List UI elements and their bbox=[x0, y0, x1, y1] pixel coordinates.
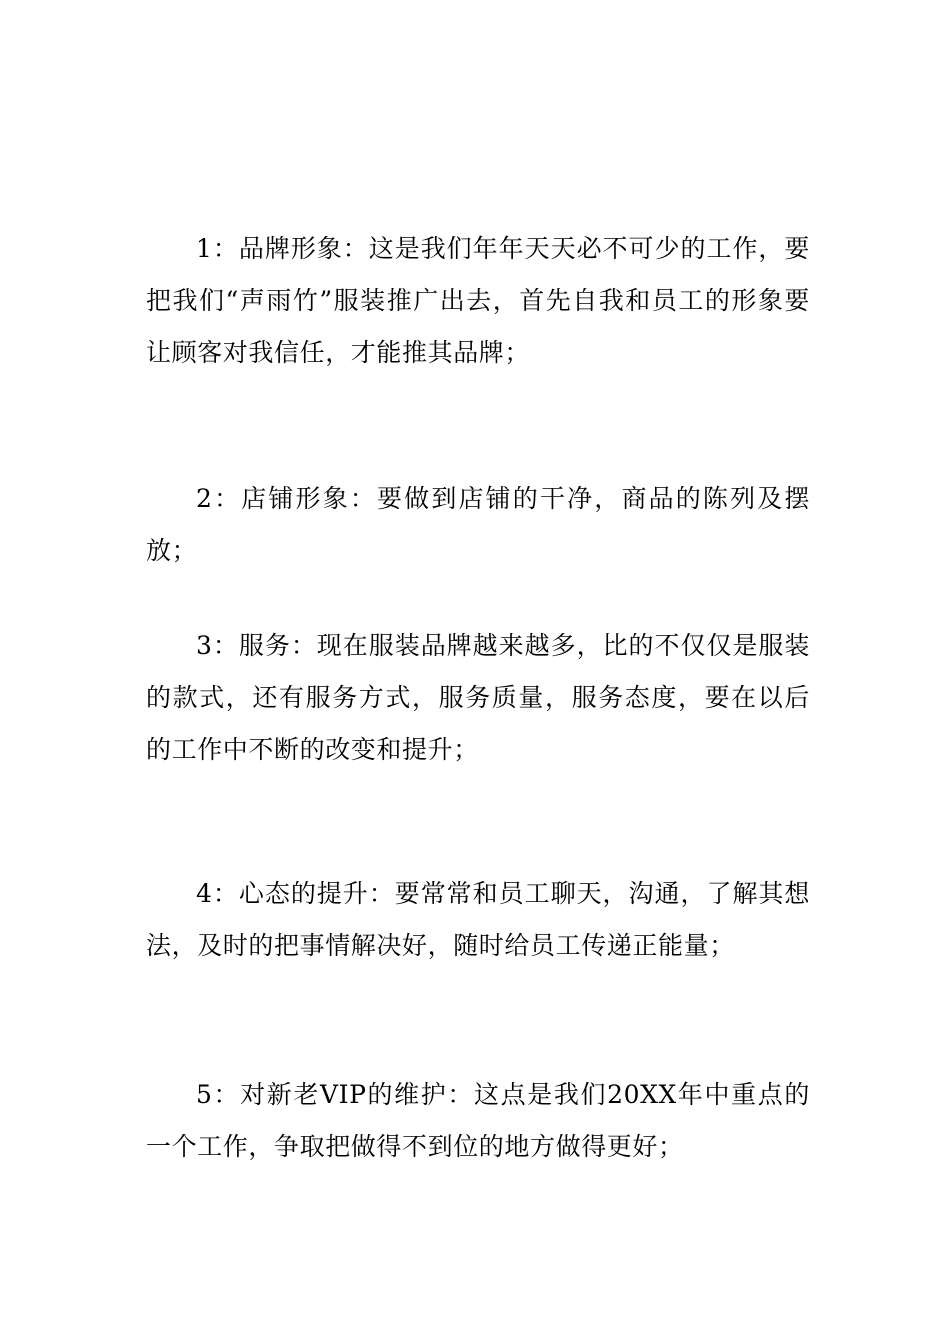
paragraph-brand-image: 1：品牌形象：这是我们年年天天必不可少的工作，要把我们“声雨竹”服装推广出去，首先自我和员工的形象要让顾客对我信任，才能推其品牌； bbox=[146, 234, 810, 367]
paragraph-vip-maintenance: 5：对新老VIP的维护：这点是我们20XX年中重点的一个工作，争取把做得不到位的地方做得更好； bbox=[146, 1080, 810, 1161]
paragraph-store-image: 2：店铺形象：要做到店铺的干净，商品的陈列及摆放； bbox=[146, 484, 810, 565]
paragraph-service: 3：服务：现在服装品牌越来越多，比的不仅仅是服装的款式，还有服务方式，服务质量，服务态度，要在以后的工作中不断的改变和提升； bbox=[146, 631, 810, 764]
paragraph-mindset: 4：心态的提升：要常常和员工聊天，沟通，了解其想法，及时的把事情解决好，随时给员工传递正能量； bbox=[146, 879, 810, 960]
